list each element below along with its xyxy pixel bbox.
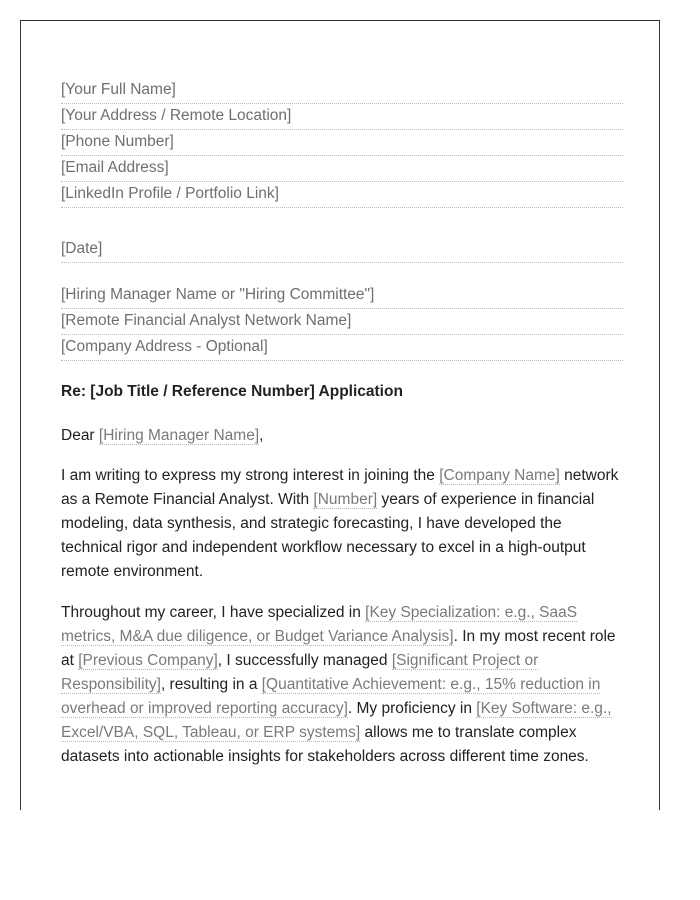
paragraph-text: . In my most recent role at bbox=[61, 628, 616, 669]
specialization-placeholder[interactable]: [Key Specialization: e.g., SaaS metrics, M&A due diligence, or Budget Variance Analysis] bbox=[61, 604, 578, 645]
sender-full-name[interactable]: [Your Full Name] bbox=[61, 79, 623, 104]
salutation bbox=[61, 425, 623, 447]
letter-date[interactable]: [Date] bbox=[61, 238, 623, 263]
sender-block bbox=[61, 79, 623, 208]
years-number-placeholder[interactable]: [Number] bbox=[313, 491, 378, 508]
paragraph-text: I am writing to express my strong interest in joining the bbox=[61, 467, 440, 484]
paragraph-text: years of experience in financial modeling, data synthesis, and strategic forecasting, I have developed the technical rigor and independent workflow necessary to excel in a high-output remote environment. bbox=[61, 491, 595, 580]
sender-address[interactable]: [Your Address / Remote Location] bbox=[61, 105, 623, 130]
project-placeholder[interactable]: [Significant Project or Responsibility] bbox=[61, 652, 539, 693]
spacer bbox=[61, 264, 623, 284]
salutation-prefix: Dear bbox=[61, 427, 99, 444]
sender-phone[interactable]: [Phone Number] bbox=[61, 131, 623, 156]
paragraph-text: . My proficiency in bbox=[347, 700, 477, 717]
salutation-suffix: , bbox=[259, 427, 264, 444]
paragraph-text: allows me to translate complex datasets into actionable insights for stakeholders across different time zones. bbox=[61, 724, 589, 765]
sender-email[interactable]: [Email Address] bbox=[61, 157, 623, 182]
paragraph-text: , resulting in a bbox=[160, 676, 262, 693]
recipient-block bbox=[61, 284, 623, 361]
recipient-address[interactable]: [Company Address - Optional] bbox=[61, 336, 623, 361]
salutation-name-placeholder[interactable]: [Hiring Manager Name] bbox=[98, 427, 260, 444]
paragraph-text: , I successfully managed bbox=[217, 652, 392, 669]
letter-page bbox=[20, 20, 660, 810]
recipient-name[interactable]: [Hiring Manager Name or "Hiring Committee"] bbox=[61, 284, 623, 309]
paragraph-text: network as a Remote Financial Analyst. With bbox=[61, 467, 619, 508]
software-placeholder[interactable]: [Key Software: e.g., Excel/VBA, SQL, Tableau, or ERP systems] bbox=[61, 700, 612, 741]
company-name-placeholder[interactable]: [Company Name] bbox=[439, 467, 560, 484]
subject-line: Re: [Job Title / Reference Number] Application bbox=[61, 383, 403, 400]
previous-company-placeholder[interactable]: [Previous Company] bbox=[78, 652, 218, 669]
recipient-network[interactable]: [Remote Financial Analyst Network Name] bbox=[61, 310, 623, 335]
letter-content bbox=[61, 79, 623, 769]
achievement-placeholder[interactable]: [Quantitative Achievement: e.g., 15% reduction in overhead or improved reporting accuracy] bbox=[61, 676, 601, 717]
paragraph-text: Throughout my career, I have specialized in bbox=[61, 604, 366, 621]
body-paragraph-2 bbox=[61, 601, 623, 769]
body-paragraph-1 bbox=[61, 464, 623, 584]
sender-linkedin[interactable]: [LinkedIn Profile / Portfolio Link] bbox=[61, 183, 623, 208]
spacer bbox=[61, 209, 623, 238]
